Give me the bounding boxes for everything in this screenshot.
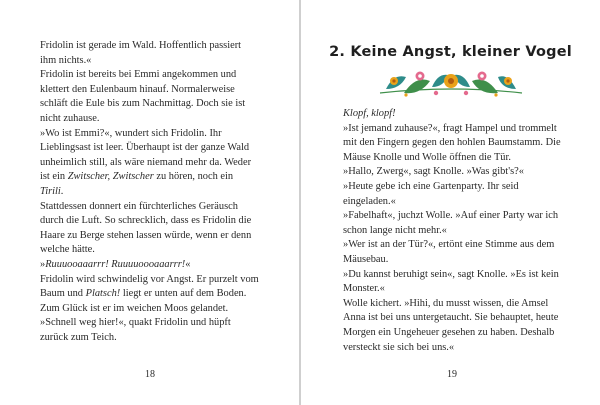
right-page-line: Anna ist bei uns untergetaucht. Sie behauptet, heute [343, 312, 559, 324]
right-page-line: Wolle kichert. »Hihi, du musst wissen, die Amsel [343, 297, 549, 309]
left-page-line: Fridolin wird schwindelig vor Angst. Er purzelt vom [40, 273, 259, 285]
left-page [0, 0, 299, 405]
right-page-line: Mäusebau. [343, 253, 389, 265]
right-page-line: schon lange nicht mehr.« [343, 224, 447, 236]
left-page-line: Haare zu Berge stehen lassen würde, wenn er denn [40, 229, 252, 241]
left-page-line: ist ein Zwitscher, Zwitscher zu hören, noch ein [40, 171, 234, 183]
left-page-line: Fridolin ist bereits bei Emmi angekommen und [40, 69, 237, 81]
right-page-line: »Ist jemand zuhause?«, fragt Hampel und trommelt [343, 122, 557, 134]
right-page-line: »Du kannst beruhigt sein«, sagt Knolle. »Es ist kein [343, 268, 559, 280]
left-page-line: »Wo ist Emmi?«, wundert sich Fridolin. Ihr [40, 127, 222, 139]
left-page-line: Tirili. [40, 185, 64, 197]
left-page-line: Lieblingsast ist leer. Überhaupt ist der ganze Wald [40, 142, 250, 154]
left-page-line: ihm nichts.« [40, 54, 92, 66]
right-page-line: eingeladen.« [343, 195, 396, 207]
left-page-line: Zum Glück ist er im weichen Moos gelandet. [40, 302, 229, 314]
left-page-line: unheimlich still, als wäre niemand mehr da. Weder [40, 156, 252, 168]
right-page-line: Klopf, klopf! [343, 108, 396, 119]
left-page-line: »Ruuuooaaarrr! Ruuuuoooaaarrr!« [40, 258, 191, 270]
left-page-line: Stattdessen donnert ein fürchterliches Geräusch [40, 200, 238, 212]
page-number-left: 18 [145, 369, 155, 380]
right-page-line: versteckt sie sich bei uns.« [343, 341, 455, 353]
left-page-line: welche hätte. [40, 244, 95, 256]
right-page-line: »Wer ist an der Tür?«, ertönt eine Stimme aus dem [343, 239, 555, 251]
left-page-line: schläft die Eule bis zum Nachmittag. Doch sie ist [40, 98, 246, 110]
right-page-line: »Fabelhaft«, juchzt Wolle. »Auf einer Party war ich [343, 210, 559, 222]
right-page-line: Monster.« [343, 283, 385, 295]
right-page-line: »Heute gebe ich eine Gartenparty. Ihr seid [343, 180, 519, 192]
right-page-line: Mäuse Knolle und Wolle öffnen die Tür. [343, 151, 511, 163]
left-page-line: zurück zum Teich. [40, 331, 117, 343]
right-page-line: mit den Fingern gegen den hohlen Baumstamm. Die [343, 137, 561, 149]
page-number-right: 19 [447, 369, 457, 380]
floral-ornament-icon [376, 67, 526, 99]
right-page-text [343, 107, 571, 355]
left-page-line: »Schnell weg hier!«, quakt Fridolin und hüpft [40, 317, 231, 329]
left-page-line: klettert den Eulenbaum hinauf. Normalerweise [40, 83, 235, 95]
left-page-text [40, 39, 268, 345]
left-page-line: durch die Luft. So schrecklich, dass es Fridolin die [40, 215, 252, 227]
left-page-line: Baum und Platsch! liegt er unten auf dem Boden. [40, 288, 247, 300]
right-page [301, 0, 600, 405]
right-page-line: Morgen ein Ungeheuer gesehen zu haben. Deshalb [343, 326, 555, 338]
chapter-title: 2. Keine Angst, kleiner Vogel [329, 44, 572, 60]
left-page-line: nicht zuhause. [40, 112, 100, 124]
left-page-line: Fridolin ist gerade im Wald. Hoffentlich passiert [40, 40, 242, 51]
right-page-line: »Hallo, Zwerg«, sagt Knolle. »Was gibt's?« [343, 166, 524, 178]
